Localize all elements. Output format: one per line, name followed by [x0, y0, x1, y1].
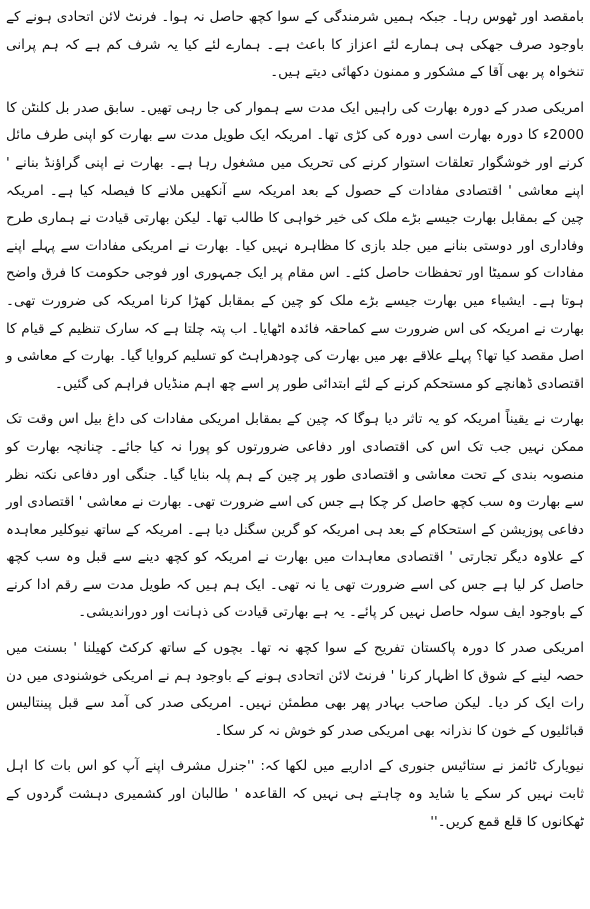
- article-paragraph-5: نیویارک ٹائمز نے ستائیس جنوری کے اداریے میں لکھا کہ: ''جنرل مشرف اپنے آپ کو اس بات کا اہل ثابت نہیں کر سکے یا شاید وہ چاہتے ہی نہیں کہ القاعدہ ' طالبان اور کشمیری دہشت گردوں کے ٹھکانوں کا قلع قمع کریں۔'': [6, 758, 584, 830]
- article-paragraph-3: بھارت نے یقیناً امریکہ کو یہ تاثر دیا ہوگا کہ چین کے بمقابل امریکی مفادات کی داغ بیل اس وقت تک ممکن نہیں جب تک اس کی اقتصادی اور دفاعی ضرورتوں کو پورا نہ کیا جائے۔ چنانچہ بھارت کو منصوبہ بندی کے تحت معاشی و اقتصادی طور پر چین کے ہم پلہ بنایا گیا۔ جنگی اور دفاعی نکتہ نظر سے بھارت وہ سب کچھ حاصل کر چکا ہے جس کی اسے ضرورت تھی۔ بھارت نے معاشی ' اقتصادی اور دفاعی پوزیشن کے استحکام کے بعد ہی امریکہ کو گرین سگنل دیا ہے۔ امریکہ کے ساتھ نیوکلیر معاہدہ کے علاوہ دیگر تجارتی ' اقتصادی معاہدات میں بھارت نے امریکہ کو کچھ دینے سے قبل وہ سب کچھ حاصل کر لیا ہے جس کی اسے ضرورت تھی یا نہ تھی۔ ایک ہم ہیں کہ طویل مدت سے رقم ادا کرنے کے باوجود ایف سولہ حاصل نہیں کر پائے۔ یہ ہے بھارتی قیادت کی ذہانت اور دوراندیشی۔: [6, 411, 584, 621]
- article-paragraph-1: بامقصد اور ٹھوس رہا۔ جبکہ ہمیں شرمندگی کے سوا کچھ حاصل نہ ہوا۔ فرنٹ لائن اتحادی ہونے کے باوجود صرف جھکی ہی ہمارے لئے اعزاز کا باعث ہے۔ ہمارے لئے کیا یہ شرف کم ہے کہ ہم پرانی تنخواہ پر بھی آقا کے مشکور و ممنون دکھائی دیتے ہیں۔: [6, 9, 584, 81]
- article-paragraph-4: امریکی صدر کا دورہ پاکستان تفریح کے سوا کچھ نہ تھا۔ بچوں کے ساتھ کرکٹ کھیلنا ' بسنت میں حصہ لینے کے شوق کا اظہار کرنا ' فرنٹ لائن اتحادی ہونے کے باوجود ہم نے امریکی خوشنودی میں دن رات ایک کر دیا۔ لیکن صاحب بہادر پھر بھی مطمئن نہیں۔ امریکی صدر کی آمد سے قبل پینتالیس قبائلیوں کے خون کا نذرانہ بھی امریکی صدر کو خوش نہ کر سکا۔: [6, 640, 584, 739]
- article-paragraph-2: امریکی صدر کے دورہ بھارت کی راہیں ایک مدت سے ہموار کی جا رہی تھیں۔ سابق صدر بل کلنٹن کا 2000ء کا دورہ بھارت اسی دورہ کی کڑی تھا۔ امریکہ ایک طویل مدت سے بھارت کو اپنی طرف مائل کرنے اور خوشگوار تعلقات استوار کرنے کی تحریک میں مشغول رہا ہے۔ بھارت نے اپنی گراؤنڈ بنانے ' اپنے معاشی ' اقتصادی مفادات کے حصول کے بعد امریکہ سے آنکھیں ملانے کا فیصلہ کیا ہے۔ امریکہ چین کے بمقابل بھارت جیسے بڑے ملک کی خیر خواہی کا طالب تھا۔ لیکن بھارتی قیادت نے ہماری طرح وفاداری اور دوستی بنانے میں جلد بازی کا مظاہرہ نہیں کیا۔ بھارت نے امریکی مفادات سے پہلے اپنے مفادات کو سمیٹا اور تحفظات حاصل کئے۔ اس مقام پر ایک جمہوری اور فوجی حکومت کا فرق واضح ہوتا ہے۔ ایشیاء میں بھارت جیسے بڑے ملک کو چین کے بمقابل کھڑا کرنا امریکہ کی ضرورت تھی۔ بھارت نے امریکہ کی اس ضرورت سے کماحقہ فائدہ اٹھایا۔ اب پتہ چلتا ہے کہ سارک تنظیم کے قیام کا اصل مقصد کیا تھا؟ پہلے علاقے بھر میں بھارت کی چودھراہٹ کو تسلیم کروایا گیا۔ بھارت کے معاشی و اقتصادی ڈھانچے کو مستحکم کرنے کے لئے ابتدائی طور پر اسے چھ اہم منڈیاں فراہم کی گئیں۔: [6, 99, 584, 392]
